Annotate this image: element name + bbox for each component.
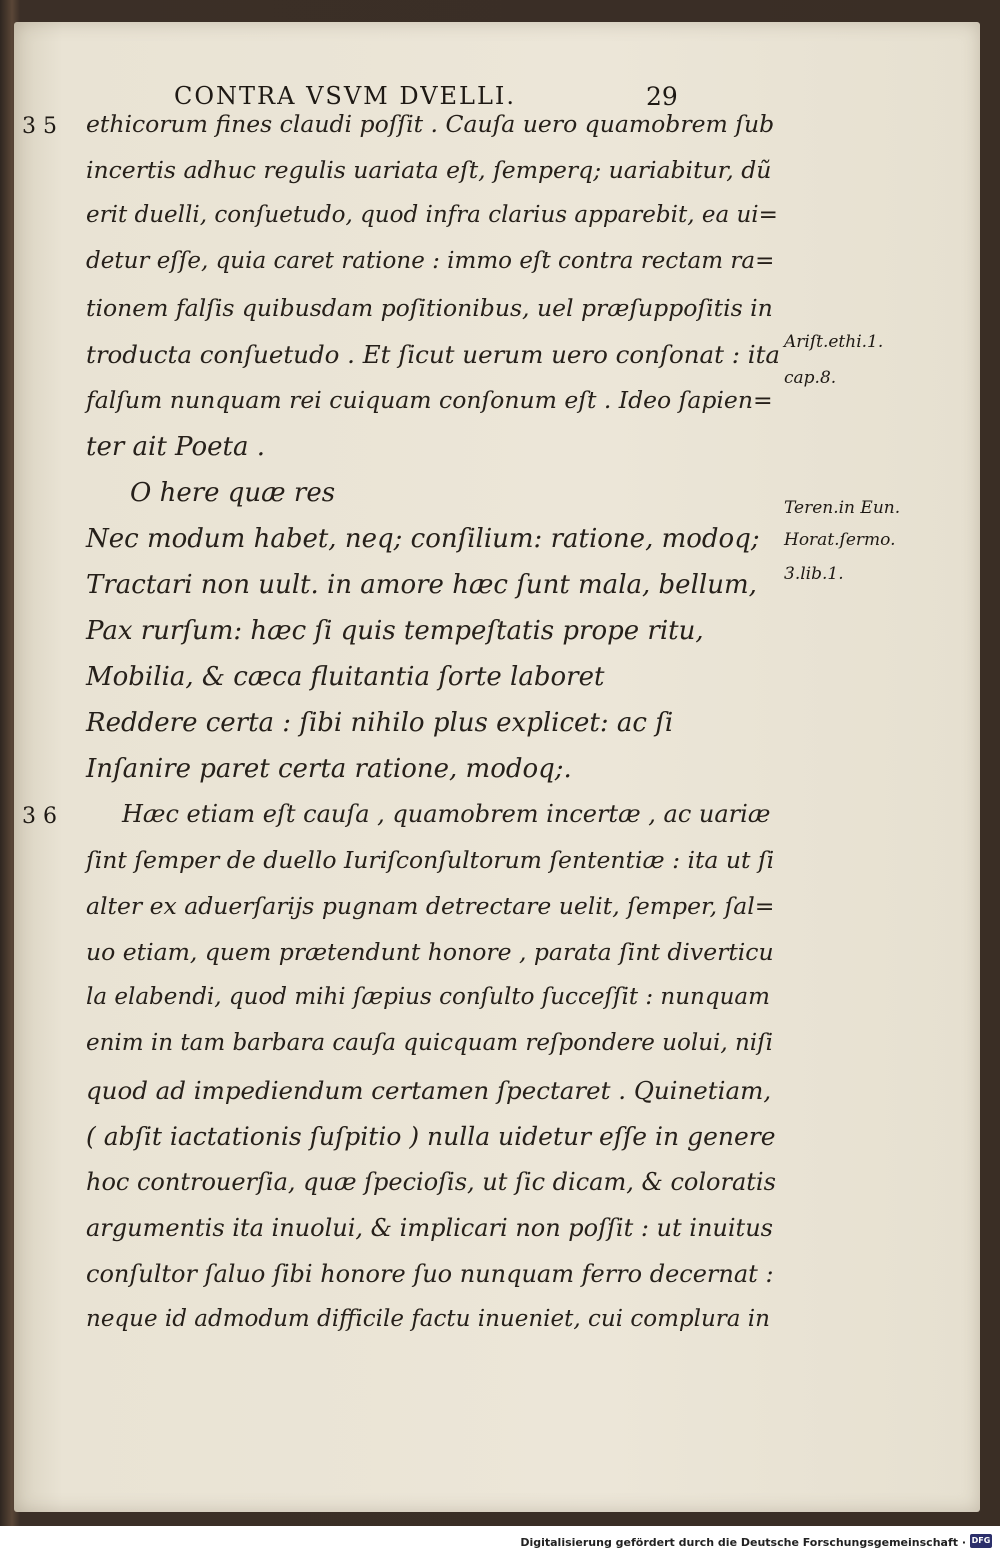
margin-note: cap.8.: [784, 368, 837, 388]
verse-line: Pax rurſum: hæc ſi quis tempeſtatis prope ritu,: [86, 616, 704, 646]
text-line: conſultor ſaluo ſibi honore ſuo nunquam ferro decernat :: [86, 1260, 774, 1288]
margin-note: Teren.in Eun.: [784, 498, 901, 518]
text-line: tionem falſis quibusdam poſitionibus, uel præſuppoſitis in: [86, 294, 773, 322]
section-number-35: 3 5: [22, 114, 57, 139]
verse-line: Nec modum habet, neq; conſilium: ratione, modoq;: [86, 524, 760, 554]
text-line: falſum nunquam rei cuiquam conſonum eſt . Ideo ſapien=: [86, 386, 773, 414]
running-head: CONTRA VSVM DVELLI.: [174, 82, 517, 110]
text-line: la elabendi, quod mihi ſæpius conſulto ſucceſſit : nunquam: [86, 984, 770, 1010]
text-line: quod ad impediendum certamen ſpectaret . Quinetiam,: [86, 1076, 772, 1105]
verse-line: O here quæ res: [130, 478, 336, 508]
verse-line: Reddere certa : ſibi nihilo plus explicet: ac ſi: [86, 708, 674, 738]
text-line: argumentis ita inuolui, & implicari non poſſit : ut inuitus: [86, 1214, 773, 1242]
text-line: alter ex aduerſarijs pugnam detrectare uelit, ſemper, ſal=: [86, 892, 775, 920]
text-line: erit duelli, conſuetudo, quod infra clarius apparebit, ea ui=: [86, 202, 778, 228]
text-line: incertis adhuc regulis uariata eſt, ſemperq; uariabitur, dũ: [86, 156, 772, 184]
margin-note: Horat.ſermo.: [784, 530, 896, 550]
text-line: ter ait Poeta .: [86, 432, 266, 462]
section-number-36: 3 6: [22, 804, 57, 829]
text-line: hoc controuerſia, quæ ſpecioſis, ut ſic dicam, & coloratis: [86, 1168, 776, 1196]
text-line: ( abſit iactationis ſuſpitio ) nulla uidetur eſſe in genere: [86, 1122, 776, 1151]
margin-note: 3.lib.1.: [784, 564, 844, 584]
text-line: detur eſſe, quia caret ratione : immo eſt contra rectam ra=: [86, 248, 775, 274]
margin-note: Ariſt.ethi.1.: [784, 332, 884, 352]
text-line: troducta conſuetudo . Et ſicut uerum uero conſonat : ita: [86, 340, 781, 369]
dfg-logo: DFG: [970, 1534, 992, 1548]
funding-notice: Digitalisierung gefördert durch die Deutsche Forschungsgemeinschaft ·: [520, 1536, 966, 1549]
verse-line: Mobilia, & cæca fluitantia ſorte laboret: [86, 662, 605, 692]
text-line: ſint ſemper de duello Iuriſconſultorum ſententiæ : ita ut ſi: [86, 846, 775, 874]
text-line: neque id admodum difficile factu inueniet, cui complura in: [86, 1306, 770, 1332]
text-line: uo etiam, quem prætendunt honore , parata ſint diverticu: [86, 938, 774, 966]
book-page: [14, 22, 980, 1512]
verse-line: Tractari non uult. in amore hæc ſunt mala, bellum,: [86, 570, 757, 600]
page-number: 29: [646, 82, 678, 111]
verse-line: Inſanire paret certa ratione, modoq;.: [86, 754, 572, 784]
text-line: Hæc etiam eſt cauſa , quamobrem incertæ , ac uariæ: [122, 800, 771, 828]
text-line: ethicorum fines claudi poſſit . Cauſa uero quamobrem ſub: [86, 110, 775, 138]
text-line: enim in tam barbara cauſa quicquam reſpondere uolui, niſi: [86, 1030, 774, 1056]
